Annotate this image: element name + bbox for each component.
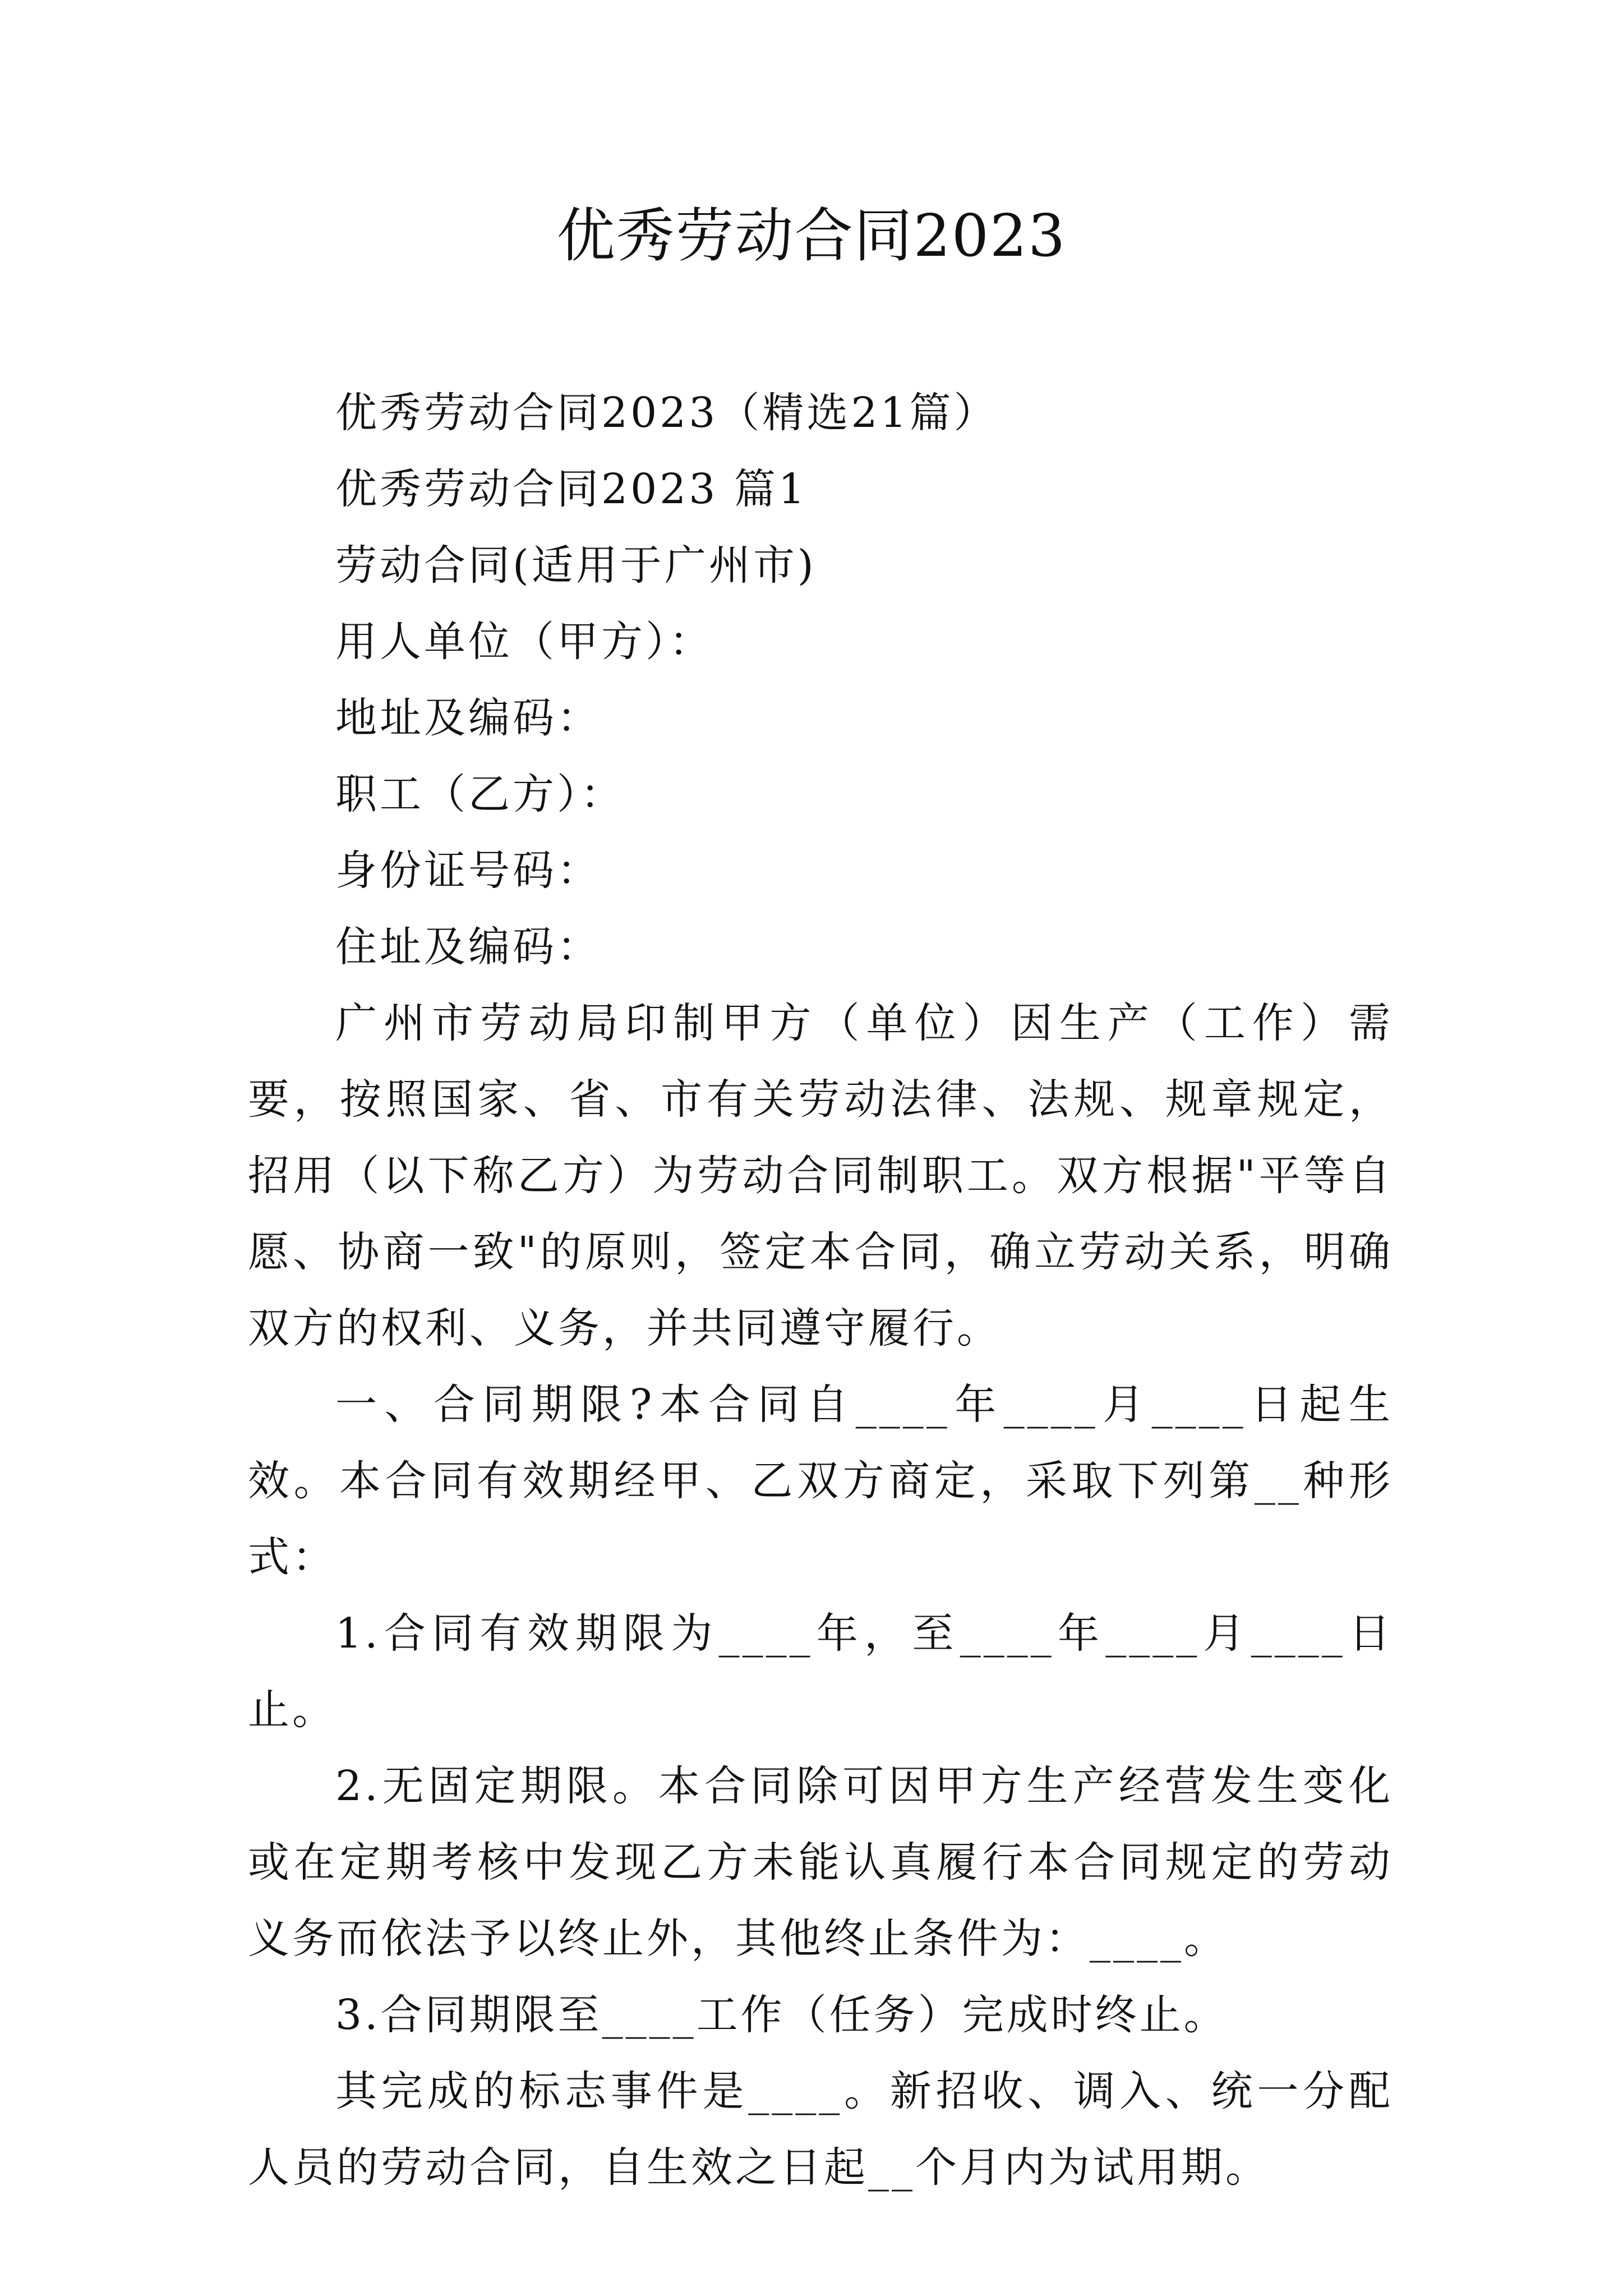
paragraph-contract-name: 劳动合同(适用于广州市) bbox=[335, 541, 817, 590]
document-body bbox=[248, 375, 1393, 2206]
paragraph-term-option-1: 1.合同有效期限为____年，至____年____月____日止。 bbox=[248, 1609, 1393, 1734]
paragraph-employee-address: 住址及编码： bbox=[335, 923, 601, 971]
paragraph-section-heading: 优秀劳动合同2023 篇1 bbox=[335, 465, 808, 513]
paragraph-contract-term: 一、合同期限?本合同自____年____月____日起生效。本合同有效期经甲、乙双方商定，采取下列第__种形式： bbox=[248, 1381, 1393, 1581]
paragraph-employer-address: 地址及编码： bbox=[335, 694, 601, 742]
paragraph-employer: 用人单位（甲方）： bbox=[335, 618, 713, 666]
paragraph-id-number: 身份证号码： bbox=[335, 846, 601, 895]
paragraph-employee: 职工（乙方）： bbox=[335, 770, 625, 818]
paragraph-probation: 其完成的标志事件是____。新招收、调入、统一分配人员的劳动合同，自生效之日起__个月内为试用期。 bbox=[248, 2067, 1393, 2192]
document-title: 优秀劳动合同2023 bbox=[556, 201, 1067, 270]
paragraph-term-option-3: 3.合同期限至____工作（任务）完成时终止。 bbox=[335, 1991, 1228, 2039]
paragraph-preamble: 广州市劳动局印制甲方（单位）因生产（工作）需要，按照国家、省、市有关劳动法律、法规、规章规定，招用（以下称乙方）为劳动合同制职工。双方根据"平等自愿、协商一致"的原则，签定本合同，确立劳动关系，明确双方的权利、义务，并共同遵守履行。 bbox=[248, 999, 1393, 1352]
paragraph-term-option-2: 2.无固定期限。本合同除可因甲方生产经营发生变化或在定期考核中发现乙方未能认真履行本合同规定的劳动义务而依法予以终止外，其他终止条件为：____。 bbox=[248, 1762, 1393, 1963]
paragraph-subtitle: 优秀劳动合同2023（精选21篇） bbox=[335, 389, 998, 437]
